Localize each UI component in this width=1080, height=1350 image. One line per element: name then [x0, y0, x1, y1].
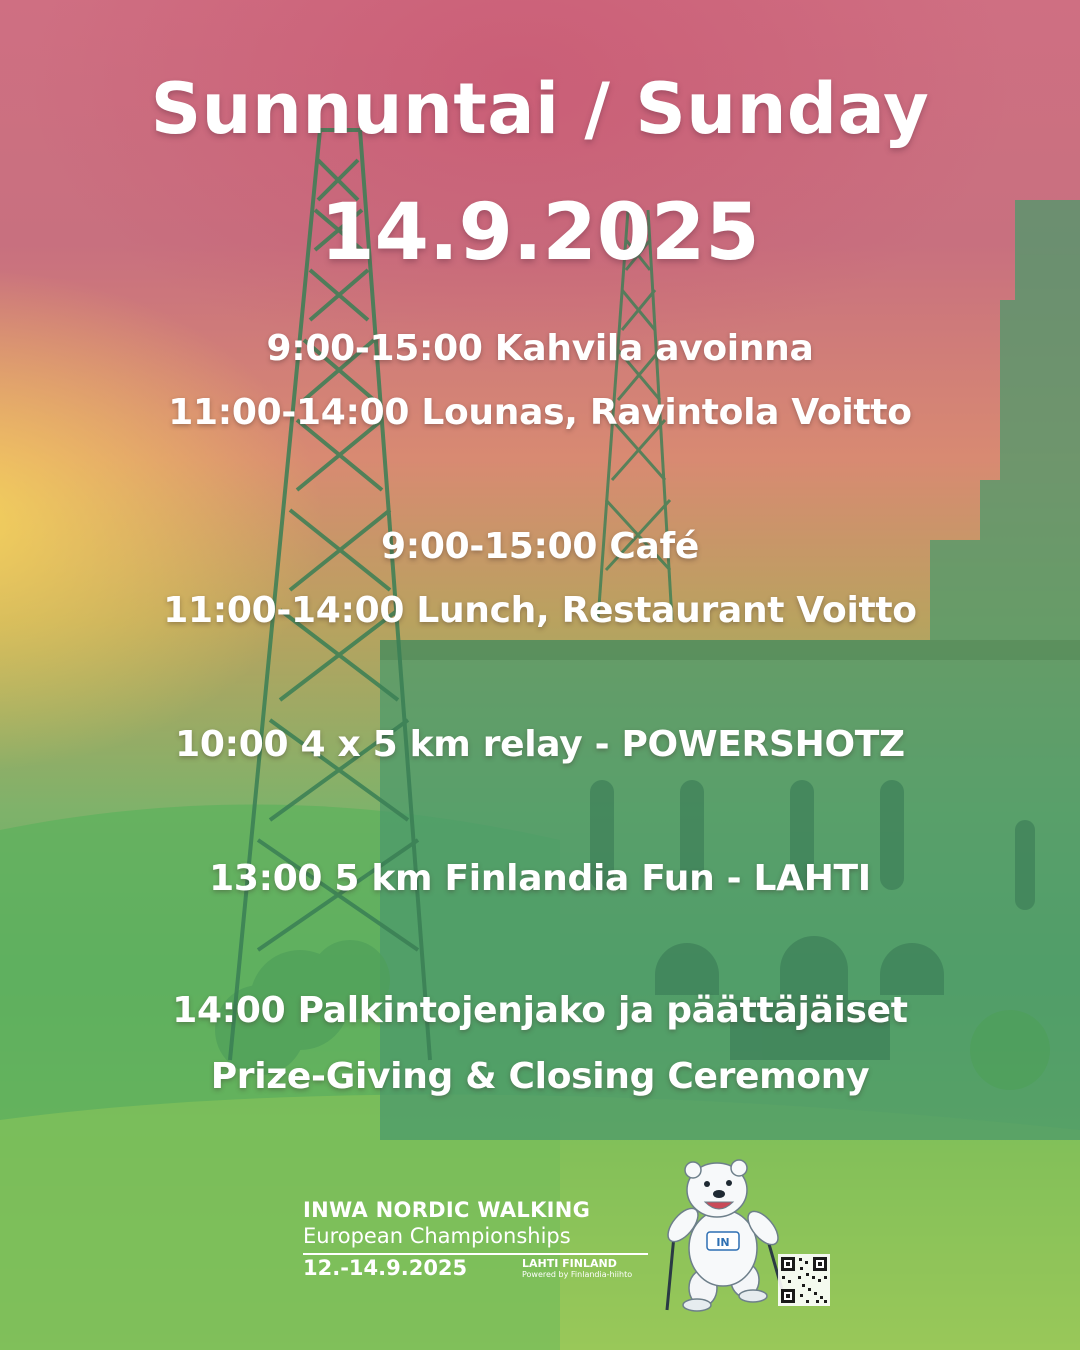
schedule-fun-run: 13:00 5 km Finlandia Fun - LAHTI [209, 858, 871, 899]
qr-code-icon [778, 1254, 830, 1306]
event-date: 14.9.2025 [320, 188, 760, 278]
logo-subtitle: European Championships [303, 1224, 571, 1248]
schedule-ceremony-fi: 14:00 Palkintojenjako ja päättäjäiset [172, 990, 908, 1031]
schedule-fi-lunch: 11:00-14:00 Lounas, Ravintola Voitto [168, 392, 912, 433]
schedule-relay: 10:00 4 x 5 km relay - POWERSHOTZ [175, 724, 905, 765]
polar-bear-mascot-icon [645, 1150, 795, 1315]
page-title: Sunnuntai / Sunday [150, 68, 930, 150]
logo-divider [303, 1253, 648, 1255]
schedule-ceremony-en: Prize-Giving & Closing Ceremony [210, 1056, 870, 1097]
mascot-shirt-label: IN [716, 1236, 730, 1249]
logo-powered-by: Powered by Finlandia-hiihto [522, 1270, 633, 1279]
logo-location: LAHTI FINLAND [522, 1257, 617, 1270]
schedule-fi-cafe: 9:00-15:00 Kahvila avoinna [266, 328, 814, 369]
logo-title: INWA NORDIC WALKING [303, 1198, 591, 1222]
logo-dates: 12.-14.9.2025 [303, 1256, 468, 1280]
event-logo [300, 1150, 840, 1320]
schedule-en-cafe: 9:00-15:00 Café [381, 526, 699, 567]
schedule-en-lunch: 11:00-14:00 Lunch, Restaurant Voitto [163, 590, 917, 631]
